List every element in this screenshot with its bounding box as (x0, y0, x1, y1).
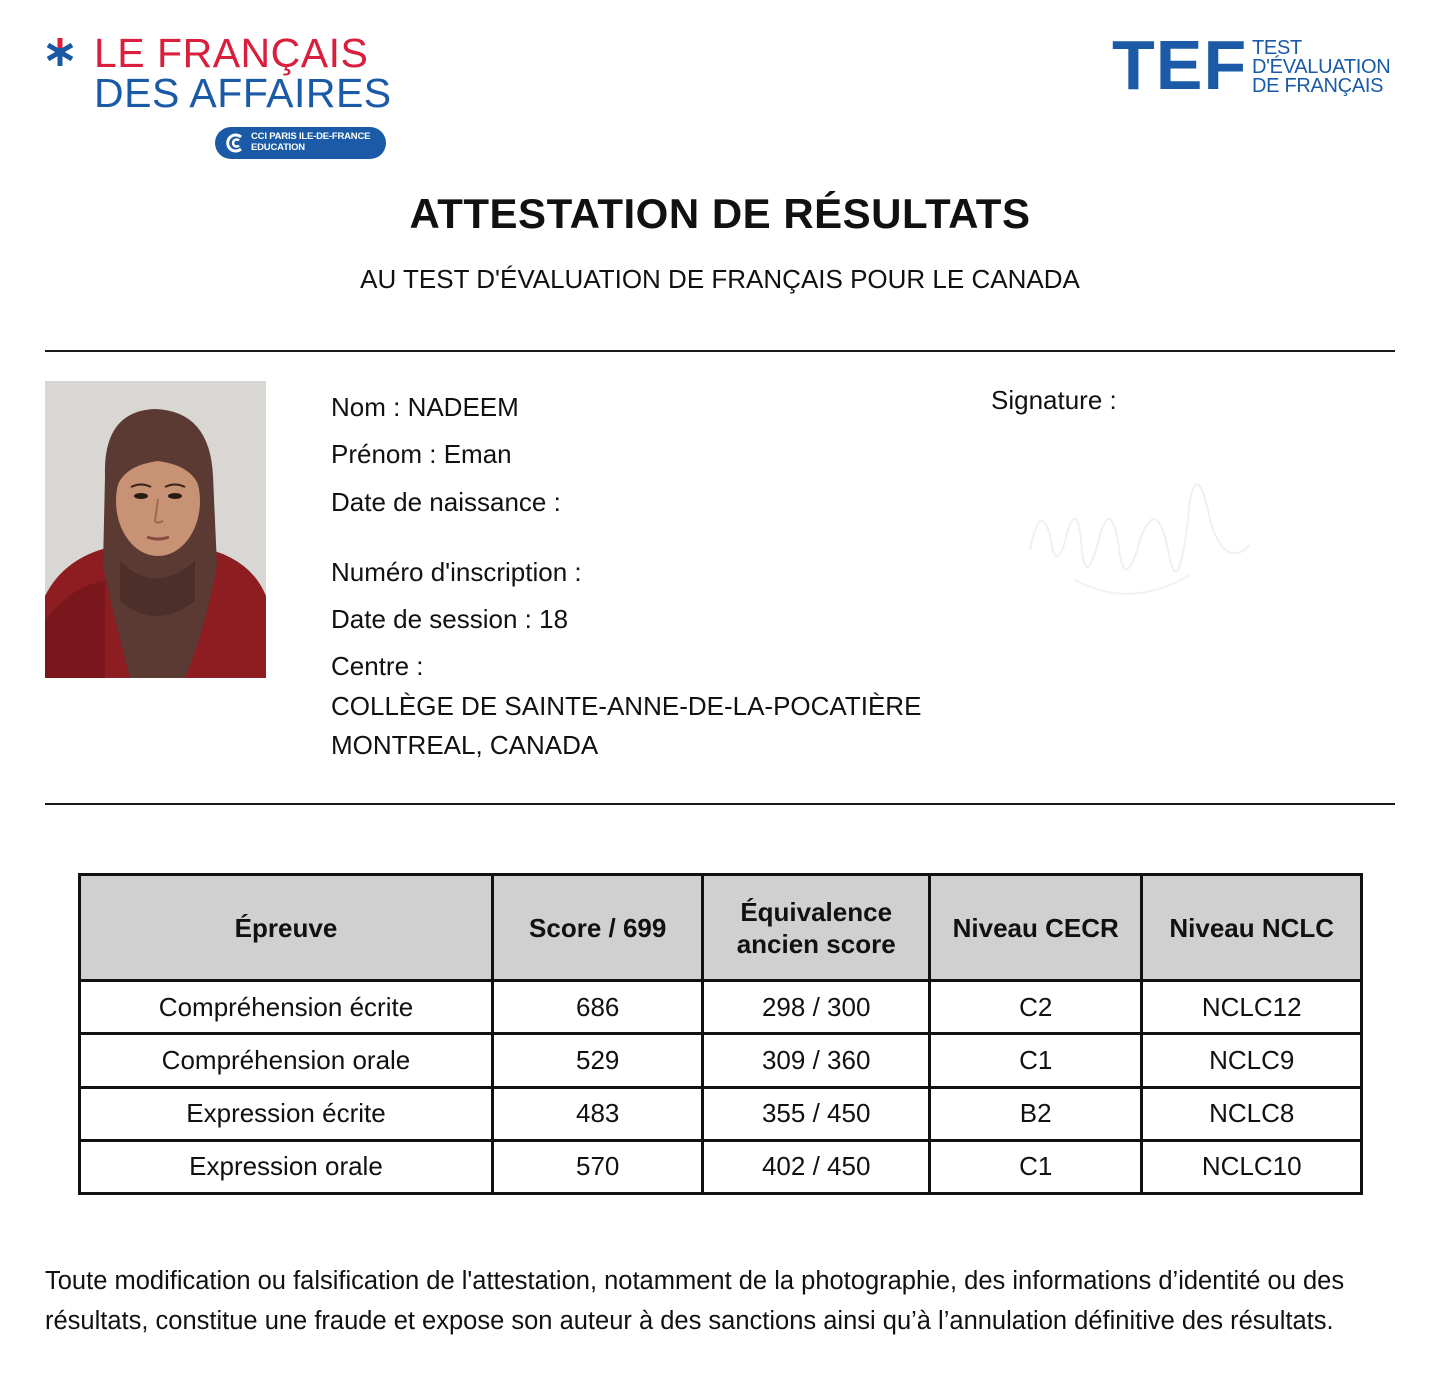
header-equivalence (703, 875, 930, 981)
fraud-disclaimer: Toute modification ou falsification de l'attestation, notamment de la photographie, des informations d’identité ou des résultats, constitue une fraude et expose son auteur à des sanctions ainsi qu’à l’annulation définitive des résultats. (45, 1267, 1345, 1335)
cell-cecr: C2 (929, 981, 1141, 1034)
cell-nclc: NCLC9 (1142, 1034, 1362, 1087)
table-header-row (80, 875, 1362, 981)
table-row (80, 1140, 1362, 1193)
candidate-session-date: Date de session : 18 (331, 604, 569, 634)
cell-epreuve: Compréhension orale (80, 1034, 493, 1087)
centre-name: COLLÈGE DE SAINTE-ANNE-DE-LA-POCATIÈRE (331, 691, 922, 721)
cci-badge-text: CCI PARIS ILE-DE-FRANCE EDUCATION (251, 131, 371, 153)
cell-cecr: B2 (929, 1087, 1141, 1140)
divider-bottom (45, 803, 1395, 805)
results-table (78, 873, 1363, 1195)
cci-badge (215, 127, 386, 159)
cell-cecr: C1 (929, 1034, 1141, 1087)
table-row (80, 1034, 1362, 1087)
candidate-portrait (45, 381, 266, 678)
cell-score: 529 (492, 1034, 702, 1087)
tef-logo (1112, 26, 1402, 104)
candidate-birth-date: Date de naissance : (331, 487, 561, 517)
asterisk-icon (44, 36, 76, 68)
cell-score: 483 (492, 1087, 702, 1140)
table-row (80, 981, 1362, 1034)
cell-nclc: NCLC8 (1142, 1087, 1362, 1140)
divider-top (45, 350, 1395, 352)
centre-city: MONTREAL, CANADA (331, 730, 599, 760)
cell-equivalence: 402 / 450 (703, 1140, 930, 1193)
cell-nclc: NCLC12 (1142, 981, 1362, 1034)
tef-logo-big: TEF (1112, 26, 1248, 104)
cci-icon (225, 132, 247, 154)
cell-epreuve: Compréhension écrite (80, 981, 493, 1034)
header-niveau-nclc: Niveau NCLC (1142, 875, 1362, 981)
candidate-first-name: Prénom : Eman (331, 439, 512, 469)
page-title: ATTESTATION DE RÉSULTATS (409, 190, 1031, 237)
le-francais-des-affaires-logo (44, 32, 394, 162)
table-row (80, 1087, 1362, 1140)
cell-cecr: C1 (929, 1140, 1141, 1193)
signature-label: Signature : (991, 385, 1117, 415)
cell-equivalence: 355 / 450 (703, 1087, 930, 1140)
cell-equivalence: 309 / 360 (703, 1034, 930, 1087)
header-equivalence-text: Équivalence ancien score (736, 896, 896, 959)
candidate-photo (45, 381, 266, 678)
candidate-last-name: Nom : NADEEM (331, 392, 519, 422)
centre-label: Centre : (331, 651, 424, 681)
candidate-registration-number: Numéro d'inscription : (331, 557, 582, 587)
signature-drawing (1020, 440, 1260, 630)
cell-nclc: NCLC10 (1142, 1140, 1362, 1193)
logo-line-1: LE FRANÇAIS (94, 30, 369, 76)
cell-score: 686 (492, 981, 702, 1034)
logo-line-2: DES AFFAIRES (94, 70, 392, 116)
header-epreuve: Épreuve (80, 875, 493, 981)
cell-epreuve: Expression écrite (80, 1087, 493, 1140)
cell-score: 570 (492, 1140, 702, 1193)
tef-logo-small: TEST D'ÉVALUATION DE FRANÇAIS (1252, 37, 1391, 97)
cell-equivalence: 298 / 300 (703, 981, 930, 1034)
cell-epreuve: Expression orale (80, 1140, 493, 1193)
page-subtitle: AU TEST D'ÉVALUATION DE FRANÇAIS POUR LE CANADA (360, 264, 1080, 294)
header-niveau-cecr: Niveau CECR (929, 875, 1141, 981)
header-score: Score / 699 (492, 875, 702, 981)
